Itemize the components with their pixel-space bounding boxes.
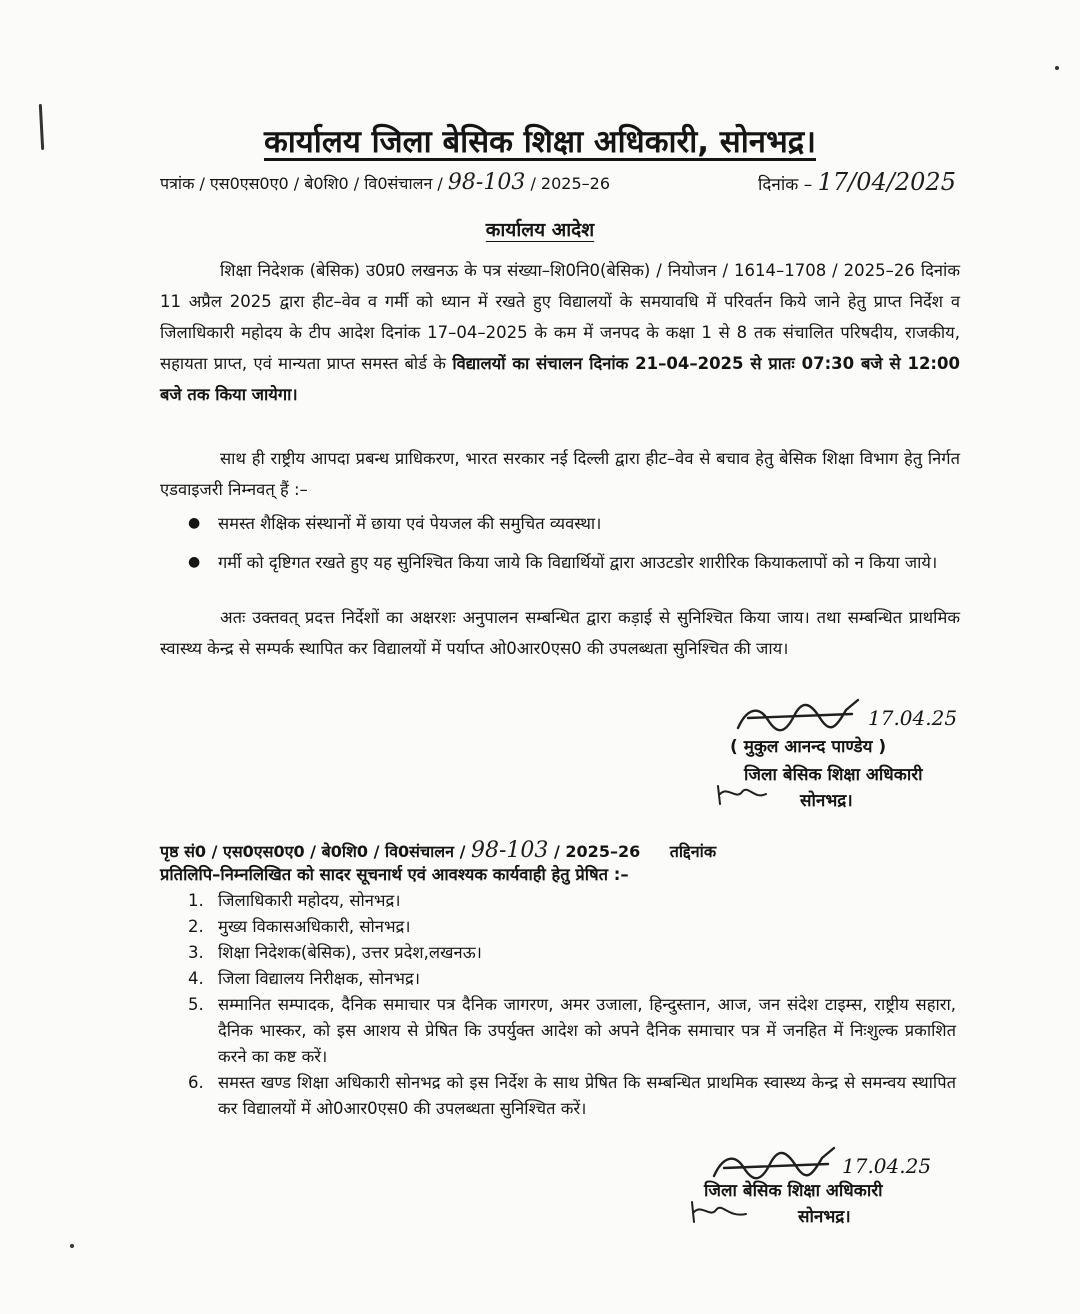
list-item: [188, 888, 956, 914]
copy-ref-prefix: पृष्ठ सं0 / एस0एस0ए0 / बे0शि0 / वि0संचालन /: [160, 842, 466, 861]
list-item: ● समस्त शैक्षिक संस्थानों में छाया एवं पेयजल की समुचित व्यवस्था।: [188, 508, 960, 539]
paragraph-2: साथ ही राष्ट्रीय आपदा प्रबन्ध प्राधिकरण, भारत सरकार नई दिल्ली द्वारा हीट–वेव से बचाव हेतु बेसिक शिक्षा विभाग हेतु निर्गत एडवाइजरी निम्नवत् हैं :–: [160, 449, 960, 499]
ref-suffix: / 2025–26: [530, 174, 610, 193]
signature-date: 17.04.25: [868, 706, 958, 730]
list-item: [188, 940, 956, 966]
signature-block-2: [700, 1142, 1010, 1252]
date-handwritten: 17/04/2025: [817, 168, 956, 196]
list-item: ● गर्मी को दृष्टिगत रखते हुए यह सुनिश्चित किया जाये कि विद्यार्थियों द्वारा आउटडोर शारीरिक कियाकलापों को न किया जाये।: [188, 547, 960, 578]
item-text: मुख्य विकासअधिकारी, सोनभद्र।: [218, 917, 411, 936]
initials-scribble: [712, 782, 772, 808]
copy-ref-handwritten: 98-103: [471, 838, 549, 863]
ref-handwritten: 98-103: [447, 170, 526, 195]
item-number: 2.: [188, 917, 204, 936]
speck: [1055, 66, 1059, 70]
item-number: 6.: [188, 1073, 204, 1092]
item-text: जिलाधिकारी महोदय, सोनभद्र।: [218, 891, 401, 910]
list-item: [188, 1070, 956, 1122]
officer-name: ( मुकुल आनन्द पाण्डेय ): [730, 737, 887, 757]
officer-designation: जिला बेसिक शिक्षा अधिकारी: [744, 765, 923, 785]
signature-block-1: [720, 694, 1020, 814]
paragraph-1-bold: विद्यालयों का संचालन दिनांक 21–04–2025 से प्रातः 07:30 बजे से 12:00 बजे तक किया जायेगा।: [160, 354, 960, 404]
speck: [70, 1244, 74, 1248]
list-item: [188, 992, 956, 1070]
item-text: समस्त खण्ड शिक्षा अधिकारी सोनभद्र को इस निर्देश के साथ प्रेषित कि सम्बन्धित प्राथमिक स्वास्थ्य केन्द्र से समन्वय स्थापित कर विद्यालयों में ओ0आर0एस0 की उपलब्धता सुनिश्चित करें।: [218, 1073, 956, 1118]
copy-heading: प्रतिलिपि–निम्नलिखित को सादर सूचनार्थ एवं आवश्यक कार्यवाही हेतु प्रेषित :–: [160, 865, 629, 884]
order-title: कार्यालय आदेश: [485, 219, 595, 241]
item-number: 1.: [188, 891, 204, 910]
officer-designation: जिला बेसिक शिक्षा अधिकारी: [704, 1181, 883, 1201]
paragraph-1: [160, 255, 960, 410]
paragraph-1-text: शिक्षा निदेशक (बेसिक) उ0प्र0 लखनऊ के पत्र संख्या–शि0नि0(बेसिक) / नियोजन / 1614–1708 / 2025–26 दिनांक 11 अप्रैल 2025 द्वारा हीट–वेव व गर्मी को ध्यान में रखते हुए विद्यालयों के समयावधि में परिवर्तन किये जाने हेतु प्राप्त निर्देश व जिलाधिकारी महोदय के टीप आदेश दिनांक 17–04–2025 के कम में जनपद के कक्षा 1 से 8 तक संचालित परिषदीय, राजकीय, सहायता प्राप्त, एवं मान्यता प्राप्त समस्त बोर्ड के: [160, 261, 960, 373]
paragraph-3: अतः उक्तवत् प्रदत्त निर्देशों का अक्षरशः अनुपालन सम्बन्धित द्वारा कड़ाई से सुनिश्चित किया जाय। तथा सम्बन्धित प्राथमिक स्वास्थ्य केन्द्र से सम्पर्क स्थापित कर विद्यालयों में पर्याप्त ओ0आर0एस0 की उपलब्धता सुनिश्चित की जाय।: [160, 608, 960, 658]
item-text: जिला विद्यालय निरीक्षक, सोनभद्र।: [218, 969, 420, 988]
copy-ref-suffix: / 2025–26: [554, 842, 641, 861]
initials-scribble: [686, 1198, 758, 1226]
ref-prefix: पत्रांक / एस0एस0ए0 / बे0शि0 / वि0संचालन /: [160, 174, 443, 193]
copy-reference: [160, 838, 716, 863]
item-number: 3.: [188, 943, 204, 962]
officer-place: सोनभद्र।: [798, 1207, 851, 1227]
item-number: 4.: [188, 969, 204, 988]
copy-same-date: तद्दिनांक: [669, 842, 717, 861]
reference-number: [160, 170, 610, 195]
item-text: शिक्षा निदेशक(बेसिक), उत्तर प्रदेश,लखनऊ।: [218, 943, 482, 962]
item-number: 5.: [188, 995, 204, 1014]
list-item: [188, 914, 956, 940]
advisory-list: [188, 508, 960, 586]
list-item: [188, 966, 956, 992]
item-text: सम्मानित सम्पादक, दैनिक समाचार पत्र दैनिक जागरण, अमर उजाला, हिन्दुस्तान, आज, जन संदेश टाइम्स, राष्ट्रीय सहारा, दैनिक भास्कर, को इस आशय से प्रेषित कि उपर्युक्त आदेश को अपने दैनिक समाचार पत्र में जनहित में निःशुल्क प्रकाशित करने का कष्ट करें।: [218, 995, 956, 1066]
office-title: कार्यालय जिला बेसिक शिक्षा अधिकारी, सोनभद्र।: [263, 124, 817, 160]
officer-place: सोनभद्र।: [800, 791, 853, 811]
signature-date: 17.04.25: [842, 1154, 932, 1178]
copy-recipient-list: [188, 888, 956, 1122]
date-label: दिनांक –: [758, 175, 813, 195]
letter-date: [758, 168, 956, 196]
